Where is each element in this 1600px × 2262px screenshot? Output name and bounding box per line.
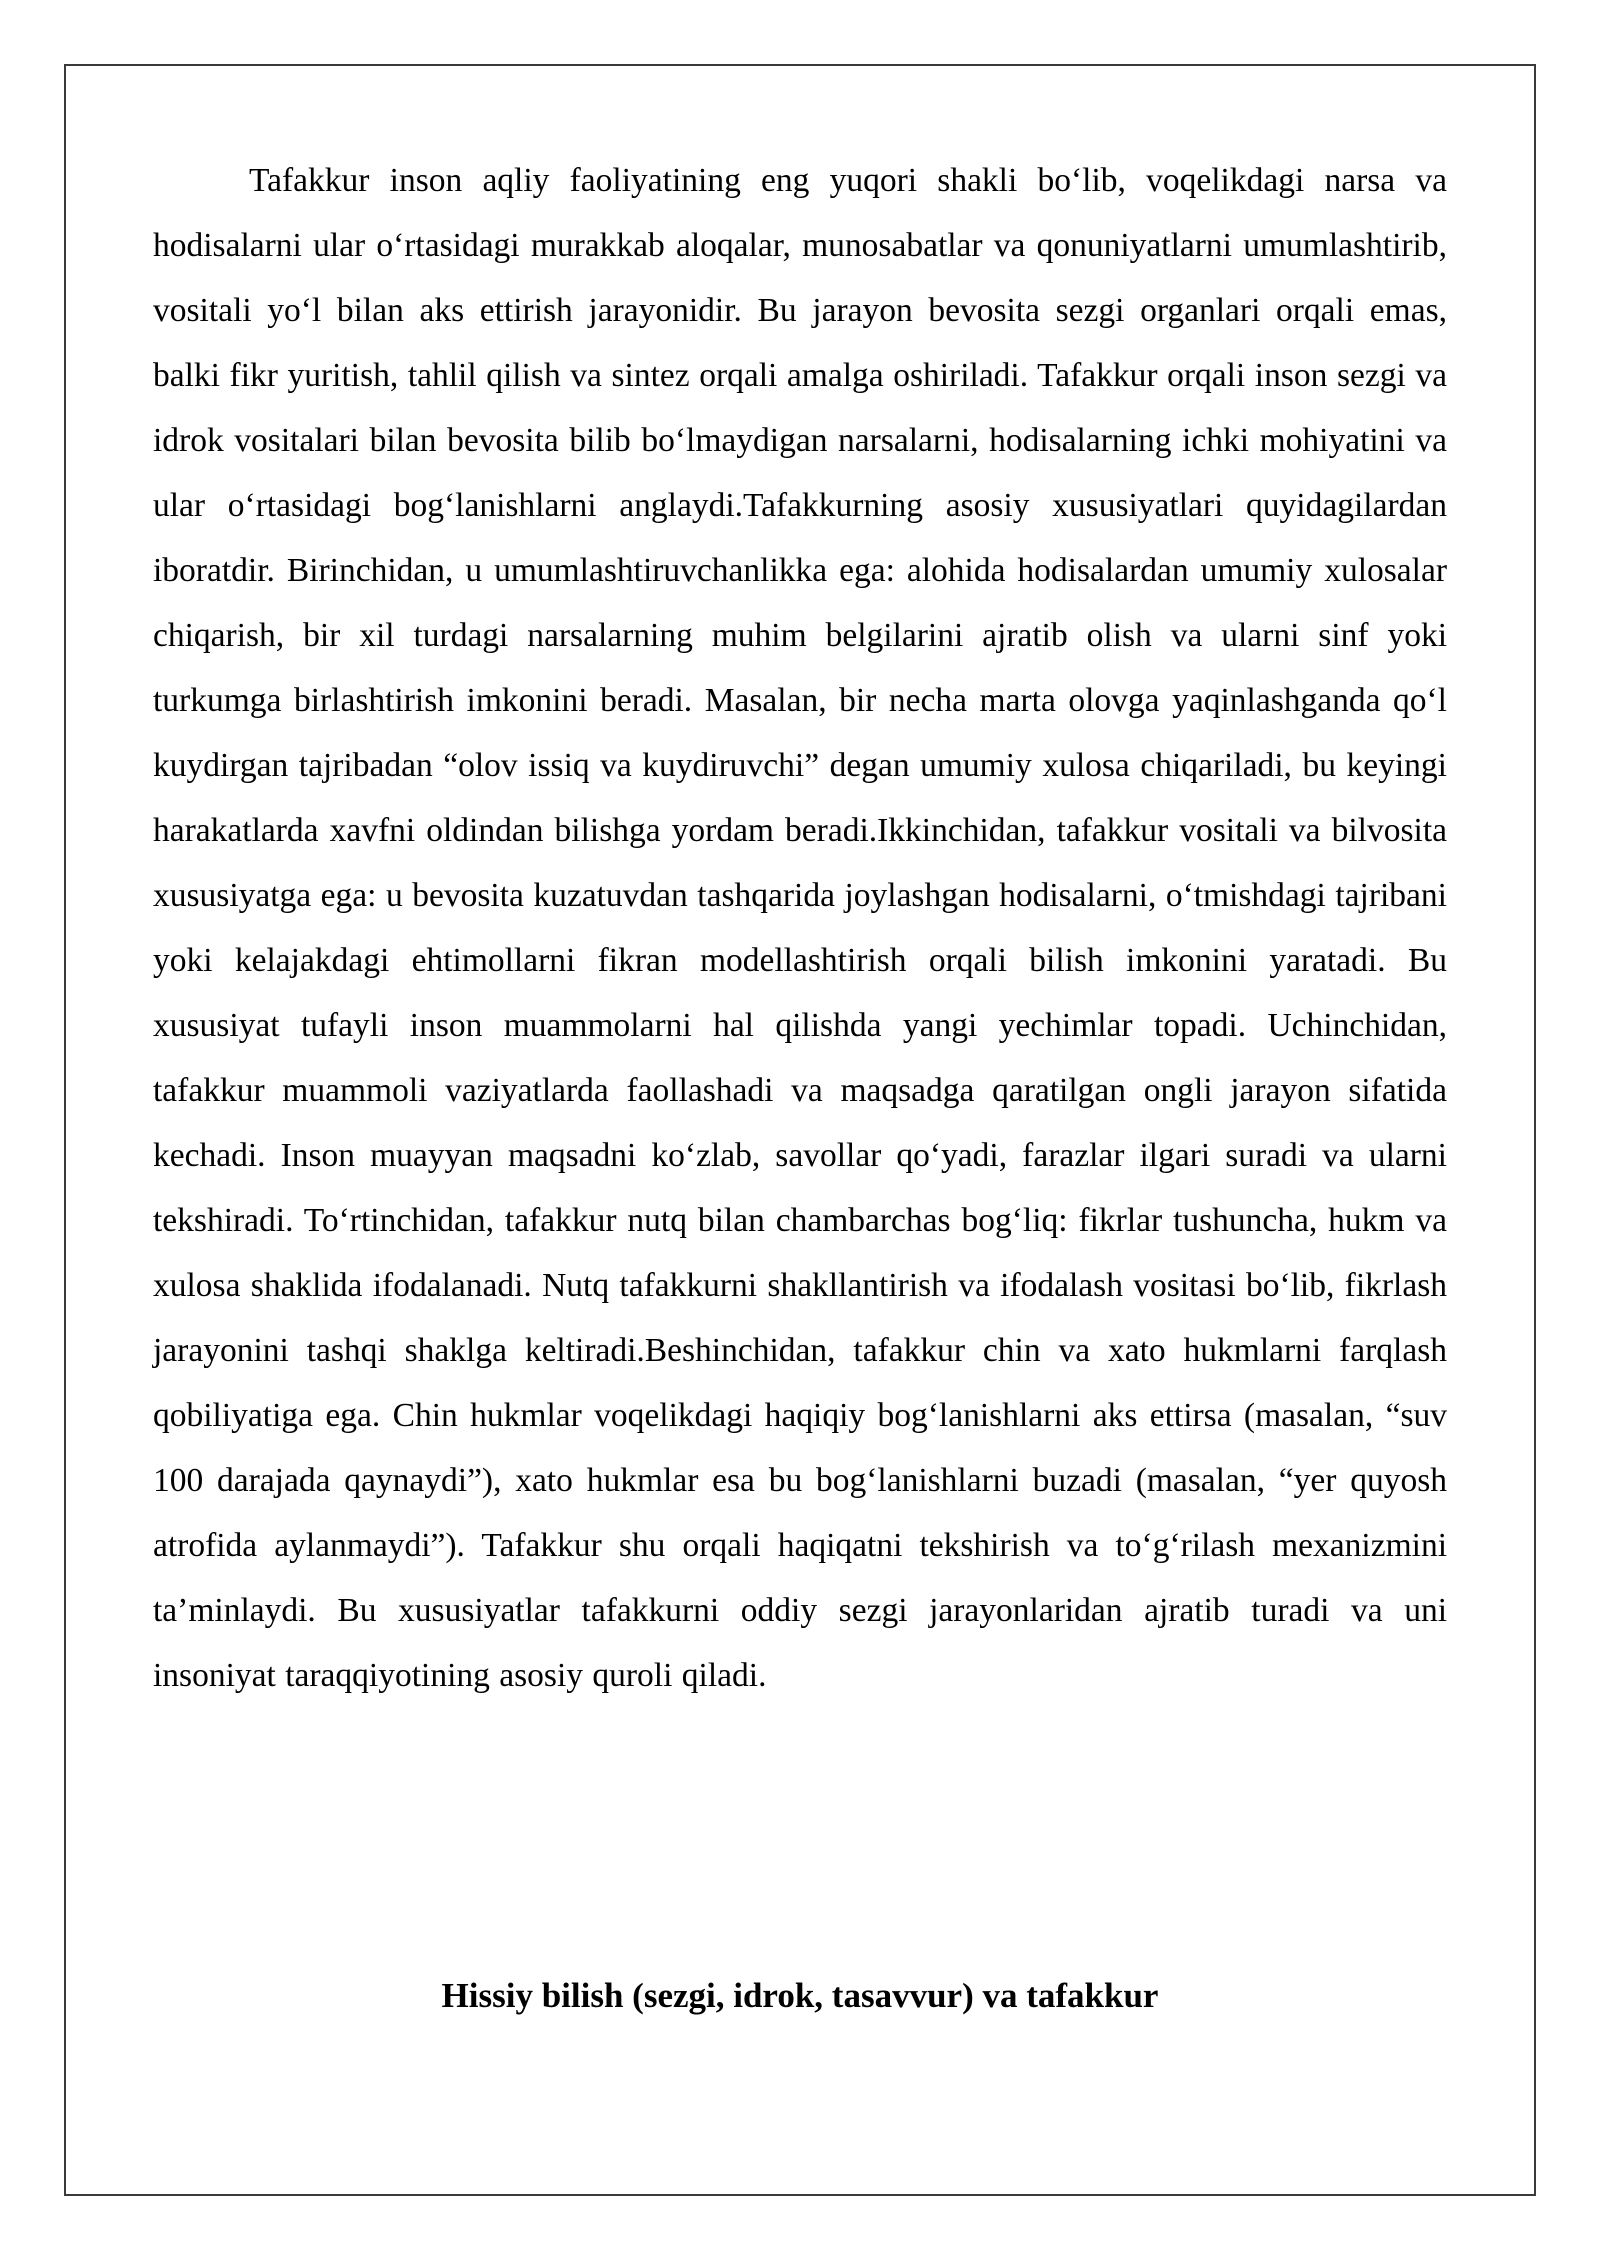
body-text-block xyxy=(153,148,1447,1708)
body-paragraph: Tafakkur inson aqliy faoliyatining eng yuqori shakli bo‘lib, voqelikdagi narsa va hodisalarni ular o‘rtasidagi murakkab aloqalar, munosabatlar va qonuniyatlarni umumlashtirib, vositali yo‘l bilan aks ettirish jarayonidir. Bu jarayon bevosita sezgi organlari orqali emas, balki fikr yuritish, tahlil qilish va sintez orqali amalga oshiriladi. Tafakkur orqali inson sezgi va idrok vositalari bilan bevosita bilib bo‘lmaydigan narsalarni, hodisalarning ichki mohiyatini va ular o‘rtasidagi bog‘lanishlarni anglaydi.Tafakkurning asosiy xususiyatlari quyidagilardan iboratdir. Birinchidan, u umumlashtiruvchanlikka ega: alohida hodisalardan umumiy xulosalar chiqarish, bir xil turdagi narsalarning muhim belgilarini ajratib olish va ularni sinf yoki turkumga birlashtirish imkonini beradi. Masalan, bir necha marta olovga yaqinlashganda qo‘l kuydirgan tajribadan “olov issiq va kuydiruvchi” degan umumiy xulosa chiqariladi, bu keyingi harakatlarda xavfni oldindan bilishga yordam beradi.Ikkinchidan, tafakkur vositali va bilvosita xususiyatga ega: u bevosita kuzatuvdan tashqarida joylashgan hodisalarni, o‘tmishdagi tajribani yoki kelajakdagi ehtimollarni fikran modellashtirish orqali bilish imkonini yaratadi. Bu xususiyat tufayli inson muammolarni hal qilishda yangi yechimlar topadi. Uchinchidan, tafakkur muammoli vaziyatlarda faollashadi va maqsadga qaratilgan ongli jarayon sifatida kechadi. Inson muayyan maqsadni ko‘zlab, savollar qo‘yadi, farazlar ilgari suradi va ularni tekshiradi. To‘rtinchidan, tafakkur nutq bilan chambarchas bog‘liq: fikrlar tushuncha, hukm va xulosa shaklida ifodalanadi. Nutq tafakkurni shakllantirish va ifodalash vositasi bo‘lib, fikrlash jarayonini tashqi shaklga keltiradi.Beshinchidan, tafakkur chin va xato hukmlarni farqlash qobiliyatiga ega. Chin hukmlar voqelikdagi haqiqiy bog‘lanishlarni aks ettirsa (masalan, “suv 100 darajada qaynaydi”), xato hukmlar esa bu bog‘lanishlarni buzadi (masalan, “yer quyosh atrofida aylanmaydi”). Tafakkur shu orqali haqiqatni tekshirish va to‘g‘rilash mexanizmini ta’minlaydi. Bu xususiyatlar tafakkurni oddiy sezgi jarayonlaridan ajratib turadi va uni insoniyat taraqqiyotining asosiy quroli qiladi. xyxy=(153,162,1447,1694)
section-heading: Hissiy bilish (sezgi, idrok, tasavvur) va tafakkur xyxy=(441,1976,1159,2015)
